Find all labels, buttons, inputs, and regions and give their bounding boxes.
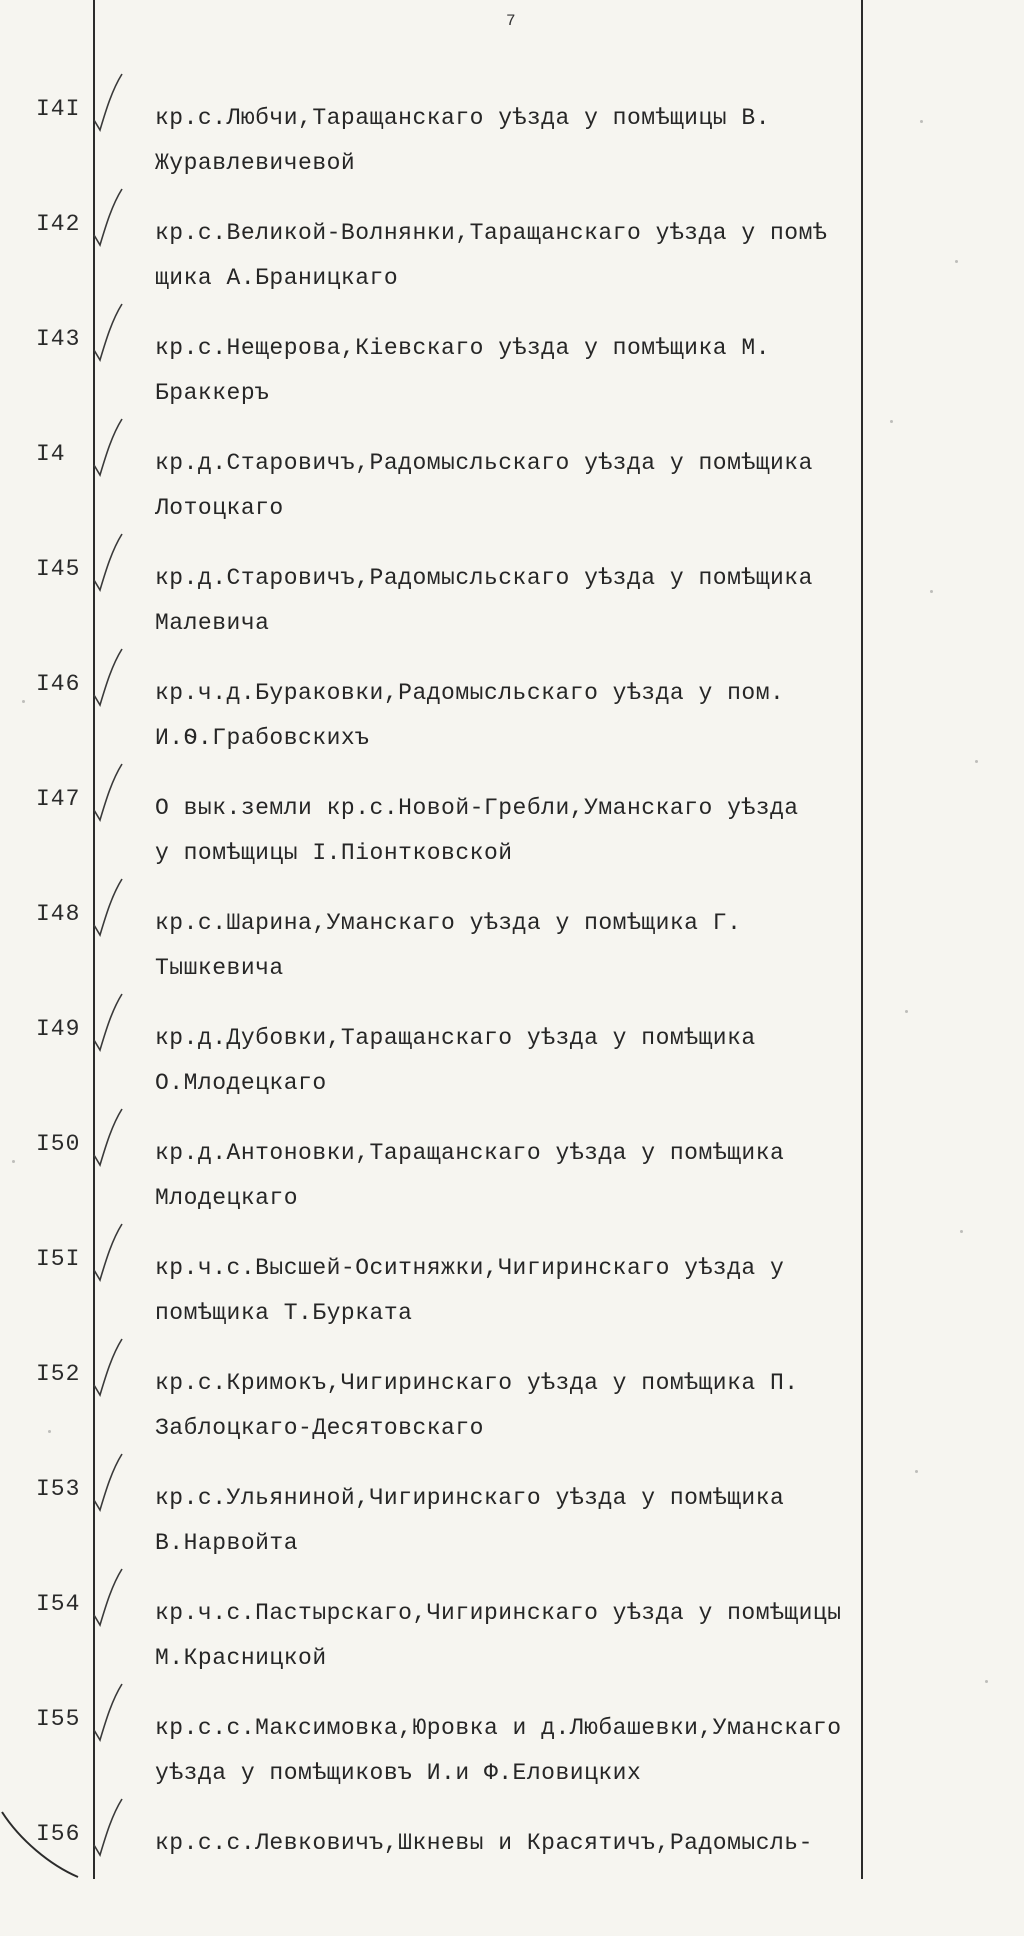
checkmark-icon [88, 185, 128, 255]
list-item [0, 1476, 1024, 1591]
list-item [0, 1131, 1024, 1246]
paper-speck [915, 1470, 918, 1473]
paper-speck [930, 590, 933, 593]
checkmark-icon [88, 645, 128, 715]
paper-speck [12, 1160, 15, 1163]
page-number: 7 [506, 12, 516, 30]
entry-text: кр.с.с.Максимовка,Юровка и д.Любашевки,Уманскаго уѣзда у помѣщиковъ И.и Ф.Еловицких [155, 1715, 842, 1786]
pen-stroke-mark [0, 1810, 80, 1879]
list-item [0, 96, 1024, 211]
entry-number: I47 [36, 786, 81, 812]
entry-number: I4I [36, 96, 81, 122]
checkmark-icon [88, 1105, 128, 1175]
paper-speck [890, 420, 893, 423]
list-item [0, 1591, 1024, 1706]
list-item [0, 901, 1024, 1016]
list-item [0, 671, 1024, 786]
list-item [0, 1016, 1024, 1131]
checkmark-icon [88, 1795, 128, 1865]
entry-text: кр.ч.с.Пастырскаго,Чигиринскаго уѣзда у помѣщицы М.Красницкой [155, 1600, 842, 1671]
entry-number: I55 [36, 1706, 81, 1732]
entry-number: I49 [36, 1016, 81, 1042]
entry-text: кр.с.Кримокъ,Чигиринскаго уѣзда у помѣщика П. Заблоцкаго-Десятовскаго [155, 1370, 799, 1441]
entry-text: кр.д.Дубовки,Таращанскаго уѣзда у помѣщика О.Млодецкаго [155, 1025, 756, 1096]
entry-text: кр.с.Великой-Волнянки,Таращанскаго уѣзда у помѣ щика А.Браницкаго [155, 220, 828, 291]
list-item [0, 1706, 1024, 1821]
entry-number: I53 [36, 1476, 81, 1502]
paper-speck [960, 1230, 963, 1233]
checkmark-icon [88, 1335, 128, 1405]
entry-number: I52 [36, 1361, 81, 1387]
entry-number: I4 [36, 441, 66, 467]
list-item [0, 211, 1024, 326]
paper-speck [48, 1430, 51, 1433]
paper-speck [985, 1680, 988, 1683]
entry-text: кр.д.Старовичъ,Радомысльскаго уѣзда у помѣщика Лотоцкаго [155, 450, 813, 521]
paper-speck [22, 700, 25, 703]
list-item [0, 326, 1024, 441]
paper-speck [905, 1010, 908, 1013]
entry-text: кр.ч.с.Высшей-Оситняжки,Чигиринскаго уѣзда у помѣщика Т.Бурката [155, 1255, 785, 1326]
checkmark-icon [88, 760, 128, 830]
checkmark-icon [88, 1220, 128, 1290]
checkmark-icon [88, 1450, 128, 1520]
entry-text: кр.с.Ульяниной,Чигиринскаго уѣзда у помѣщика В.Нарвойта [155, 1485, 785, 1556]
paper-speck [975, 760, 978, 763]
list-item [0, 1361, 1024, 1476]
entry-text: кр.ч.д.Бураковки,Радомысльскаго уѣзда у пом. И.Ѳ.Грабовскихъ [155, 680, 785, 751]
checkmark-icon [88, 70, 128, 140]
checkmark-icon [88, 1565, 128, 1635]
checkmark-icon [88, 1680, 128, 1750]
entry-number: I43 [36, 326, 81, 352]
entry-text: кр.с.с.Левковичъ,Шкневы и Красятичъ,Радомысль- [155, 1830, 813, 1856]
entry-text: кр.д.Антоновки,Таращанскаго уѣзда у помѣщика Млодецкаго [155, 1140, 785, 1211]
entry-number: I56 [36, 1821, 81, 1847]
list-item [0, 556, 1024, 671]
entry-text: кр.д.Старовичъ,Радомысльскаго уѣзда у помѣщика Малевича [155, 565, 813, 636]
list-item [0, 441, 1024, 556]
entry-text: кр.с.Шарина,Уманскаго уѣзда у помѣщика Г. Тышкевича [155, 910, 742, 981]
checkmark-icon [88, 530, 128, 600]
paper-speck [955, 260, 958, 263]
checkmark-icon [88, 875, 128, 945]
entry-number: I46 [36, 671, 81, 697]
entry-number: I45 [36, 556, 81, 582]
checkmark-icon [88, 990, 128, 1060]
entry-text: кр.с.Нещерова,Кіевскаго уѣзда у помѣщика М. Браккеръ [155, 335, 770, 406]
entry-text: О вык.земли кр.с.Новой-Гребли,Уманскаго уѣзда у помѣщицы I.Піонтковской [155, 795, 799, 866]
list-item [0, 786, 1024, 901]
list-item [0, 1246, 1024, 1361]
paper-speck [920, 120, 923, 123]
entry-number: I48 [36, 901, 81, 927]
entry-number: I54 [36, 1591, 81, 1617]
checkmark-icon [88, 300, 128, 370]
entry-number: I5I [36, 1246, 81, 1272]
checkmark-icon [88, 415, 128, 485]
entry-text: кр.с.Любчи,Таращанскаго уѣзда у помѣщицы В. Журавлевичевой [155, 105, 770, 176]
entry-number: I42 [36, 211, 81, 237]
entry-number: I50 [36, 1131, 81, 1157]
